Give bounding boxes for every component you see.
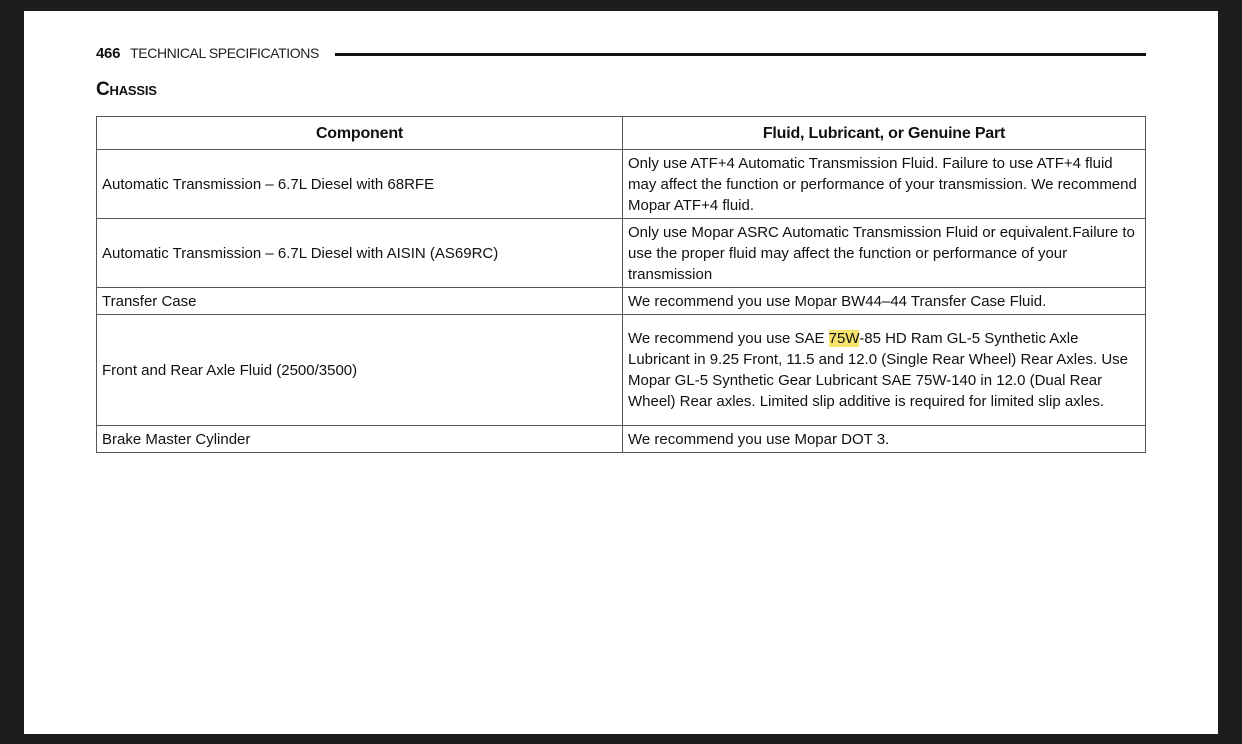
chassis-fluids-table (96, 116, 1146, 453)
fluid-cell: Only use ATF+4 Automatic Transmission Fluid. Failure to use ATF+4 fluid may affect the function or performance of your transmission. We recommend Mopar ATF+4 fluid. (623, 150, 1146, 219)
column-header-component: Component (97, 117, 623, 150)
column-header-fluid: Fluid, Lubricant, or Genuine Part (623, 117, 1146, 150)
fluid-cell: Only use Mopar ASRC Automatic Transmission Fluid or equivalent.Failure to use the proper fluid may affect the function or performance of your transmission (623, 219, 1146, 288)
document-page (24, 11, 1218, 734)
fluid-text-before: We recommend you use SAE (628, 330, 829, 347)
table-row (97, 288, 1146, 315)
component-cell: Automatic Transmission – 6.7L Diesel with AISIN (AS69RC) (97, 219, 623, 288)
component-cell: Automatic Transmission – 6.7L Diesel with 68RFE (97, 150, 623, 219)
table-row (97, 150, 1146, 219)
table-row (97, 315, 1146, 426)
section-label: TECHNICAL SPECIFICATIONS (130, 45, 319, 61)
component-cell: Transfer Case (97, 288, 623, 315)
table-row (97, 426, 1146, 453)
component-cell: Brake Master Cylinder (97, 426, 623, 453)
page-title: Chassis (96, 79, 157, 100)
fluid-cell: We recommend you use Mopar BW44–44 Transfer Case Fluid. (623, 288, 1146, 315)
component-cell: Front and Rear Axle Fluid (2500/3500) (97, 315, 623, 426)
page-header (96, 42, 1146, 64)
header-rule (335, 53, 1146, 56)
fluid-text-after: -85 HD Ram GL-5 Synthetic Axle Lubricant in 9.25 Front, 11.5 and 12.0 (Single Rear Wheel) Rear Axles. Use Mopar GL-5 Synthetic Gear Lubricant SAE 75W-140 in 12.0 (Dual Rear Wheel) Rear axles. Limited slip additive is required for limited slip axles. (628, 330, 1128, 410)
search-highlight: 75W (828, 330, 860, 347)
table-row (97, 219, 1146, 288)
fluid-cell (623, 315, 1146, 426)
fluid-cell: We recommend you use Mopar DOT 3. (623, 426, 1146, 453)
page-number: 466 (96, 44, 121, 62)
table-header-row (97, 117, 1146, 150)
